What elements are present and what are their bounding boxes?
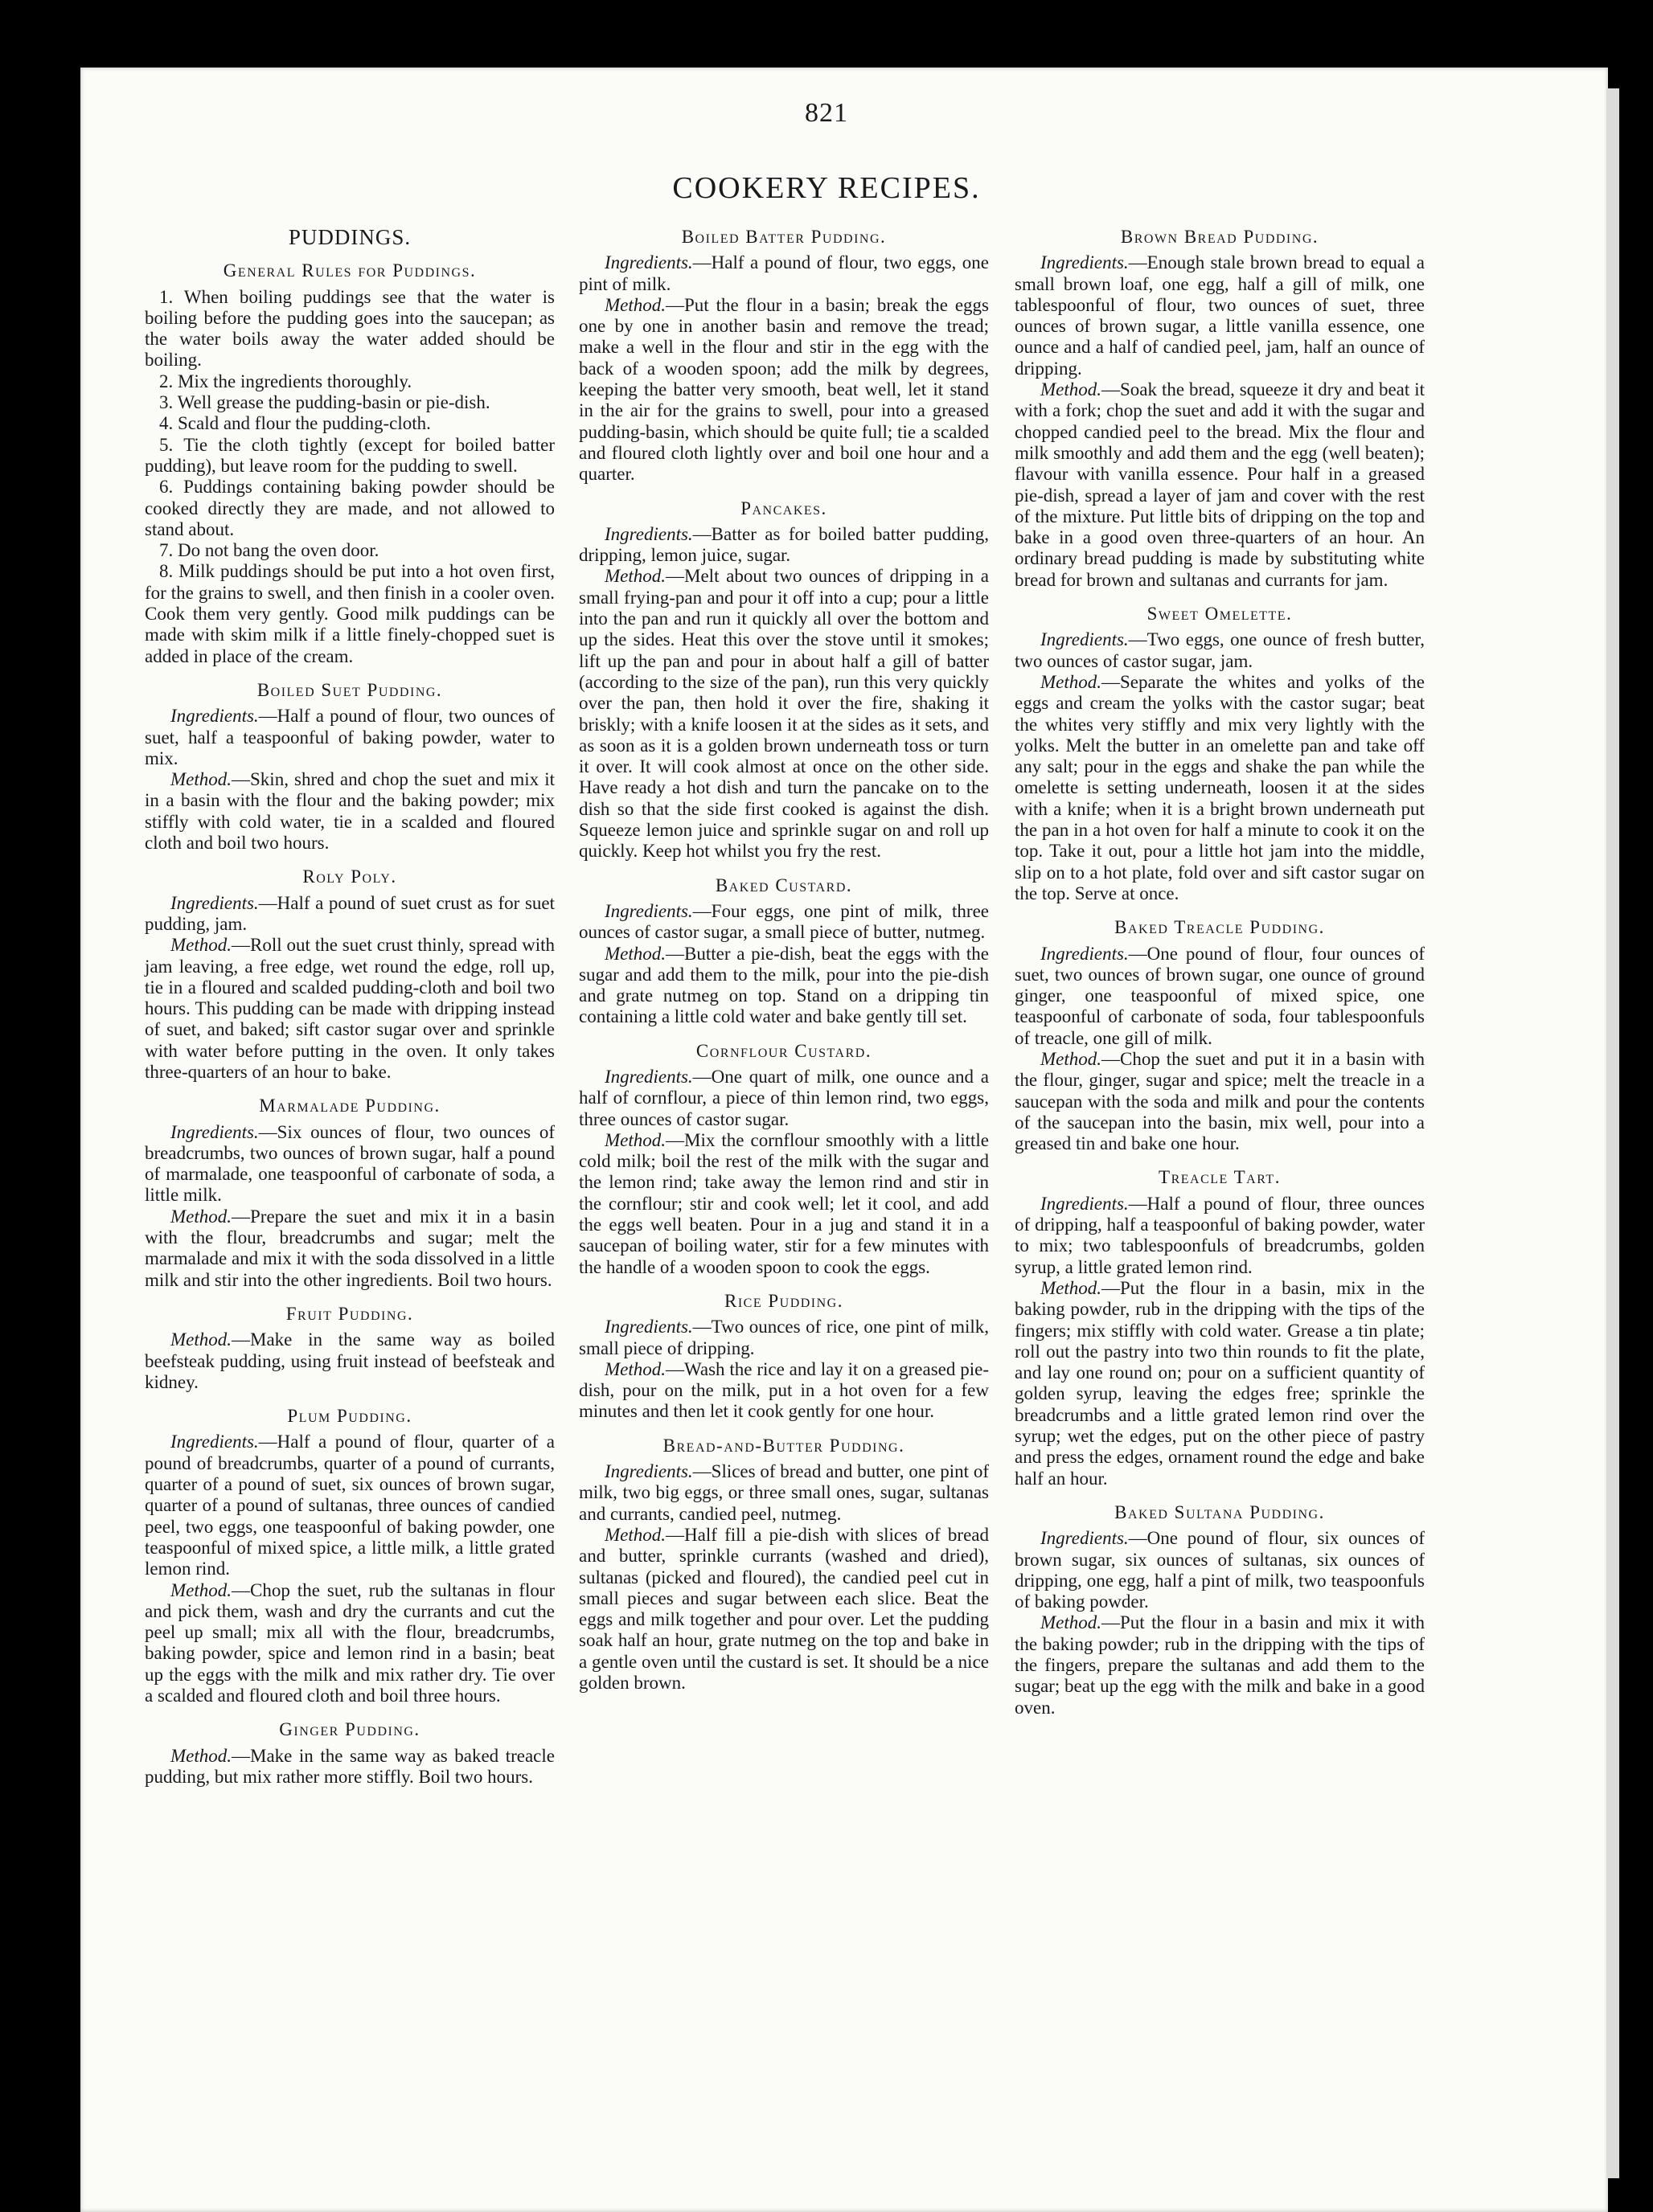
- method-text: —Make in the same way as baked treacle pudding, but mix rather more stiffly. Boil two hours.: [145, 1745, 555, 1787]
- recipe-heading-ginger-pudding: Ginger Pudding.: [279, 1719, 420, 1740]
- column-1: [145, 227, 555, 1788]
- ingredients-text: —Slices of bread and butter, one pint of milk, two big eggs, or three small ones, sugar, sultanas and currants, candied peel, nutmeg.: [579, 1461, 989, 1524]
- method-paragraph: [1015, 1278, 1425, 1489]
- method-paragraph: [145, 935, 555, 1083]
- method-paragraph: [579, 295, 989, 485]
- method-paragraph: [145, 769, 555, 854]
- rule-item: 2. Mix the ingredients thoroughly.: [159, 371, 412, 391]
- ingredients-paragraph: [579, 1317, 989, 1359]
- ingredients-text: —Enough stale brown bread to equal a small brown loaf, one egg, half a gill of milk, one tablespoonful of flour, two ounces of suet, three ounces of brown sugar, a little vanilla essence, one ounce and a half of candied peel, jam, half an ounce of dripping.: [1015, 252, 1425, 379]
- method-label: Method.: [605, 294, 667, 315]
- recipe-heading-pancakes: Pancakes.: [740, 498, 827, 518]
- ingredients-text: —Half a pound of suet crust as for suet pudding, jam.: [145, 892, 555, 934]
- ingredients-paragraph: [1015, 252, 1425, 379]
- method-label: Method.: [605, 1129, 667, 1150]
- recipe-heading-bread-and-butter-pudding: Bread-and-Butter Pudding.: [662, 1435, 905, 1456]
- method-label: Method.: [170, 1745, 232, 1766]
- method-paragraph: [579, 1359, 989, 1423]
- rule-item: 8. Milk puddings should be put into a hot oven first, for the grains to swell, and then finish in a cooler oven. Cook them very gently. Good milk puddings can be made with skim milk if a little finely-chopped suet is added in place of the cream.: [145, 561, 555, 666]
- recipe-heading-brown-bread-pudding: Brown Bread Pudding.: [1120, 227, 1319, 247]
- rule-item: 4. Scald and flour the pudding-cloth.: [159, 413, 431, 434]
- method-text: —Put the flour in a basin and mix it with the baking powder; rub in the dripping with the tips of the fingers, prepare the sultanas and add them to the sugar; beat up the egg with the milk and bake in a good oven.: [1015, 1612, 1425, 1718]
- column-2: [579, 227, 989, 1694]
- ingredients-text: —Four eggs, one pint of milk, three ounces of castor sugar, a small piece of butter, nutmeg.: [579, 900, 989, 943]
- method-paragraph: [579, 1525, 989, 1694]
- ingredients-text: —Six ounces of flour, two ounces of breadcrumbs, two ounces of brown sugar, half a pound of marmalade, one teaspoonful of carbonate of soda, a little milk.: [145, 1121, 555, 1206]
- ingredients-text: —Half a pound of flour, quarter of a pound of breadcrumbs, quarter of a pound of currants, quarter of a pound of suet, six ounces of brown sugar, quarter of a pound of sultanas, three ounces of candied peel, two eggs, one teaspoonful of baking powder, one teaspoonful of mixed spice, a little milk, a little grated lemon rind.: [145, 1432, 555, 1579]
- method-text: —Wash the rice and lay it on a greased pie-dish, pour on the milk, put in a hot oven for a few minutes and then let it cook gently for one hour.: [579, 1358, 989, 1422]
- ingredients-paragraph: [579, 524, 989, 567]
- ingredients-paragraph: [579, 1067, 989, 1130]
- method-text: —Put the flour in a basin, mix in the baking powder, rub in the dripping with the tips of the fingers; mix stiffly with cold water. Grease a tin plate; roll out the pastry into two thin rounds to fit the plate, and lay one round on; pour on a sufficient quantity of golden syrup, leaving the edges free; sprinkle the breadcrumbs and a little grated lemon rind over the syrup; wet the edges, put on the other piece of pastry and press the edges, ornament round the edge and bake half an hour.: [1015, 1277, 1425, 1489]
- method-text: —Chop the suet, rub the sultanas in flour and pick them, wash and dry the currants and cut the peel up small; mix all with the flour, breadcrumbs, baking powder, spice and lemon rind in a basin; beat up the eggs with the milk and mix rather dry. Tie over a scalded and floured cloth and boil three hours.: [145, 1579, 555, 1706]
- method-paragraph: [145, 1746, 555, 1788]
- rule-item: 5. Tie the cloth tightly (except for boiled batter pudding), but leave room for the pudding to swell.: [145, 434, 555, 476]
- recipe-heading-boiled-batter-pudding: Boiled Batter Pudding.: [681, 227, 887, 247]
- recipe-heading-general-rules: General Rules for Puddings.: [223, 260, 477, 281]
- ingredients-text: —Two eggs, one ounce of fresh butter, two ounces of castor sugar, jam.: [1015, 629, 1425, 671]
- column-3: [1015, 227, 1425, 1718]
- method-text: —Skin, shred and chop the suet and mix it in a basin with the flour and the baking powder; mix stiffly with cold water, tie in a scalded and floured cloth and boil two hours.: [145, 769, 555, 854]
- method-text: —Butter a pie-dish, beat the eggs with the sugar and add them to the milk, pour into the pie-dish and grate nutmeg on top. Stand on a dripping tin containing a little cold water and bake gently till set.: [579, 943, 989, 1027]
- ingredients-label: Ingredients.: [170, 892, 259, 913]
- method-paragraph: [579, 944, 989, 1028]
- ingredients-label: Ingredients.: [605, 900, 693, 921]
- method-label: Method.: [170, 1579, 232, 1600]
- ingredients-text: —One quart of milk, one ounce and a half of cornflour, a piece of thin lemon rind, two eggs, three ounces of castor sugar.: [579, 1066, 989, 1129]
- method-text: —Soak the bread, squeeze it dry and beat it with a fork; chop the suet and add it with the sugar and chopped candied peel to the bread. Mix the flour and milk smoothly and add them and the egg (well beaten); flavour with vanilla essence. Pour half in a greased pie-dish, spread a layer of jam and cover with the rest of the mixture. Put little bits of dripping on the top and bake in a good oven three-quarters of an hour. An ordinary bread pudding is made by substituting white bread for brown and sultanas and currants for jam.: [1015, 379, 1425, 590]
- recipe-heading-fruit-pudding: Fruit Pudding.: [285, 1303, 414, 1324]
- method-label: Method.: [170, 769, 232, 790]
- ingredients-label: Ingredients.: [170, 706, 259, 727]
- recipe-heading-baked-custard: Baked Custard.: [715, 875, 853, 895]
- method-text: —Make in the same way as boiled beefsteak pudding, using fruit instead of beefsteak and kidney.: [145, 1329, 555, 1392]
- ingredients-text: —Half a pound of flour, three ounces of dripping, half a teaspoonful of baking powder, water to mix; two tablespoonfuls of breadcrumbs, golden syrup, a little grated lemon rind.: [1015, 1193, 1425, 1277]
- method-text: —Separate the whites and yolks of the eggs and cream the yolks with the castor sugar; beat the whites very stiffly and mix very lightly with the yolks. Melt the butter in an omelette pan and take off any salt; pour in the eggs and shake the pan while the omelette is setting underneath, loosen it at the sides with a knife; when it is a bright brown underneath put the pan in a hot oven for half a minute to cook it on the top. Take it out, pour a little hot jam into the middle, slip on to a hot plate, fold over and sift castor sugar on the top. Serve at once.: [1015, 671, 1425, 903]
- ingredients-label: Ingredients.: [605, 1317, 693, 1337]
- method-paragraph: [579, 1130, 989, 1278]
- recipe-heading-cornflour-custard: Cornflour Custard.: [695, 1040, 872, 1061]
- recipe-heading-sweet-omelette: Sweet Omelette.: [1146, 604, 1293, 625]
- recipe-heading-marmalade-pudding: Marmalade Pudding.: [259, 1096, 441, 1116]
- ingredients-paragraph: [1015, 1194, 1425, 1278]
- method-paragraph: [1015, 1612, 1425, 1718]
- ingredients-paragraph: [1015, 629, 1425, 672]
- ingredients-paragraph: [579, 252, 989, 295]
- ingredients-paragraph: [145, 1432, 555, 1579]
- ingredients-label: Ingredients.: [605, 523, 693, 544]
- method-label: Method.: [605, 566, 667, 587]
- page-edge: [1606, 88, 1619, 2178]
- method-text: —Melt about two ounces of dripping in a small frying-pan and pour it off into a cup; pour a little into the pan and run it quickly all over the bottom and up the sides. Heat this over the stove until it smokes; lift up the pan and pour in about half a gill of batter (according to the size of the pan), run this very quickly over the pan, then hold it over the fire, shaking it briskly; with a knife loosen it at the sides as it sets, and as soon as it is a golden brown underneath toss or turn it over. It will cook almost at once on the other side. Have ready a hot dish and turn the pancake on to the dish so that the side first cooked is against the dish. Squeeze lemon juice and sprinkle sugar on and roll up quickly. Keep hot whilst you fry the rest.: [579, 566, 989, 862]
- page-number: 821: [805, 98, 848, 128]
- ingredients-paragraph: [579, 901, 989, 944]
- recipe-heading-baked-treacle-pudding: Baked Treacle Pudding.: [1114, 917, 1325, 938]
- method-label: Method.: [605, 1524, 667, 1545]
- method-label: Method.: [170, 1329, 232, 1350]
- ingredients-label: Ingredients.: [170, 1432, 259, 1452]
- method-paragraph: [1015, 1049, 1425, 1154]
- method-paragraph: [1015, 379, 1425, 591]
- method-label: Method.: [170, 1206, 232, 1227]
- recipe-heading-rice-pudding: Rice Pudding.: [724, 1290, 843, 1311]
- ingredients-label: Ingredients.: [170, 1121, 259, 1142]
- ingredients-paragraph: [145, 893, 555, 936]
- recipe-heading-boiled-suet-pudding: Boiled Suet Pudding.: [256, 679, 443, 700]
- ingredients-label: Ingredients.: [1040, 629, 1129, 650]
- ingredients-paragraph: [145, 1122, 555, 1206]
- method-text: —Mix the cornflour smoothly with a little cold milk; boil the rest of the milk with the sugar and the lemon rind; take away the lemon rind and stir in the cornflour; stir and cook well; let it cool, and add the eggs well beaten. Pour in a jug and stand it in a saucepan of boiling water, stir for a few minutes with the handle of a wooden spoon to cook the eggs.: [579, 1129, 989, 1277]
- ingredients-label: Ingredients.: [605, 1461, 693, 1482]
- recipe-heading-baked-sultana-pudding: Baked Sultana Pudding.: [1114, 1501, 1325, 1522]
- recipe-heading-plum-pudding: Plum Pudding.: [287, 1406, 412, 1427]
- method-label: Method.: [170, 935, 232, 956]
- ingredients-label: Ingredients.: [605, 252, 693, 273]
- ingredients-label: Ingredients.: [605, 1066, 693, 1087]
- rule-item: 6. Puddings containing baking powder should be cooked directly they are made, and not allowed to stand about.: [145, 477, 555, 539]
- ingredients-label: Ingredients.: [1040, 943, 1129, 964]
- method-label: Method.: [1040, 1277, 1102, 1298]
- ingredients-paragraph: [145, 706, 555, 769]
- ingredients-label: Ingredients.: [1040, 1193, 1129, 1214]
- ingredients-text: —Half a pound of flour, two eggs, one pint of milk.: [579, 252, 989, 294]
- rule-item: 3. Well grease the pudding-basin or pie-dish.: [159, 392, 490, 413]
- ingredients-text: —Batter as for boiled batter pudding, dripping, lemon juice, sugar.: [579, 523, 989, 566]
- page-title: COOKERY RECIPES.: [672, 171, 981, 205]
- ingredients-text: —One pound of flour, six ounces of brown sugar, six ounces of sultanas, six ounces of dripping, one egg, half a pint of milk, two teaspoonfuls of baking powder.: [1015, 1528, 1425, 1612]
- rule-item: 7. Do not bang the oven door.: [159, 540, 379, 561]
- ingredients-text: —Half a pound of flour, two ounces of suet, half a teaspoonful of baking powder, water to mix.: [145, 706, 555, 768]
- method-label: Method.: [1040, 379, 1102, 400]
- method-text: —Chop the suet and put it in a basin with the flour, ginger, sugar and spice; melt the treacle in a saucepan with the soda and milk and pour the contents of the saucepan into the basin, mix well, pour into a greased tin and bake one hour.: [1015, 1048, 1425, 1154]
- method-paragraph: [579, 566, 989, 862]
- method-label: Method.: [605, 1358, 667, 1379]
- recipe-heading-treacle-tart: Treacle Tart.: [1159, 1167, 1281, 1188]
- ingredients-text: —One pound of flour, four ounces of suet, two ounces of brown sugar, one ounce of ground ginger, one teaspoonful of mixed spice, one teaspoonful of carbonate of soda, four tablespoonfuls of treacle, one gill of milk.: [1015, 943, 1425, 1048]
- method-text: —Prepare the suet and mix it in a basin with the flour, breadcrumbs and sugar; melt the marmalade and mix it with the soda dissolved in a little milk and stir into the other ingredients. Boil two hours.: [145, 1206, 555, 1290]
- rule-item: 1. When boiling puddings see that the water is boiling before the pudding goes into the saucepan; as the water boils away the water added should be boiling.: [145, 286, 555, 371]
- method-label: Method.: [1040, 1612, 1102, 1633]
- ingredients-label: Ingredients.: [1040, 252, 1129, 273]
- method-label: Method.: [605, 943, 667, 964]
- method-label: Method.: [1040, 671, 1102, 692]
- method-text: —Put the flour in a basin; break the eggs one by one in another basin and remove the tread; make a well in the flour and stir in the egg with the back of a wooden spoon; add the milk by degrees, keeping the batter very smooth, beat well, let it stand in the air for the grains to swell, pour into a greased pudding-basin, which should be quite full; tie a scalded and floured cloth lightly over and boil one hour and a quarter.: [579, 294, 989, 485]
- method-text: —Roll out the suet crust thinly, spread with jam leaving, a free edge, wet round the edge, roll up, tie in a floured and scalded pudding-cloth and boil two hours. This pudding can be made with dripping instead of suet, and baked; sift castor sugar over and sprinkle with water before putting in the oven. It only takes three-quarters of an hour to bake.: [145, 935, 555, 1082]
- ingredients-label: Ingredients.: [1040, 1528, 1129, 1549]
- method-paragraph: [145, 1580, 555, 1707]
- method-label: Method.: [1040, 1048, 1102, 1069]
- ingredients-paragraph: [579, 1461, 989, 1525]
- method-paragraph: [145, 1206, 555, 1291]
- ingredients-text: —Two ounces of rice, one pint of milk, small piece of dripping.: [579, 1317, 989, 1358]
- section-heading-puddings: PUDDINGS.: [288, 225, 412, 249]
- method-paragraph: [1015, 672, 1425, 904]
- method-paragraph: [145, 1329, 555, 1393]
- recipe-heading-roly-poly: Roly Poly.: [302, 866, 397, 887]
- ingredients-paragraph: [1015, 1528, 1425, 1612]
- method-text: —Half fill a pie-dish with slices of bread and butter, sprinkle currants (washed and dried), sultanas (picked and floured), the candied peel cut in small pieces and sugar between each slice. Beat the eggs and milk together and pour over. Let the pudding soak half an hour, grate nutmeg on the top and bake in a gentle oven until the custard is set. It should be a nice golden brown.: [579, 1524, 989, 1693]
- ingredients-paragraph: [1015, 944, 1425, 1049]
